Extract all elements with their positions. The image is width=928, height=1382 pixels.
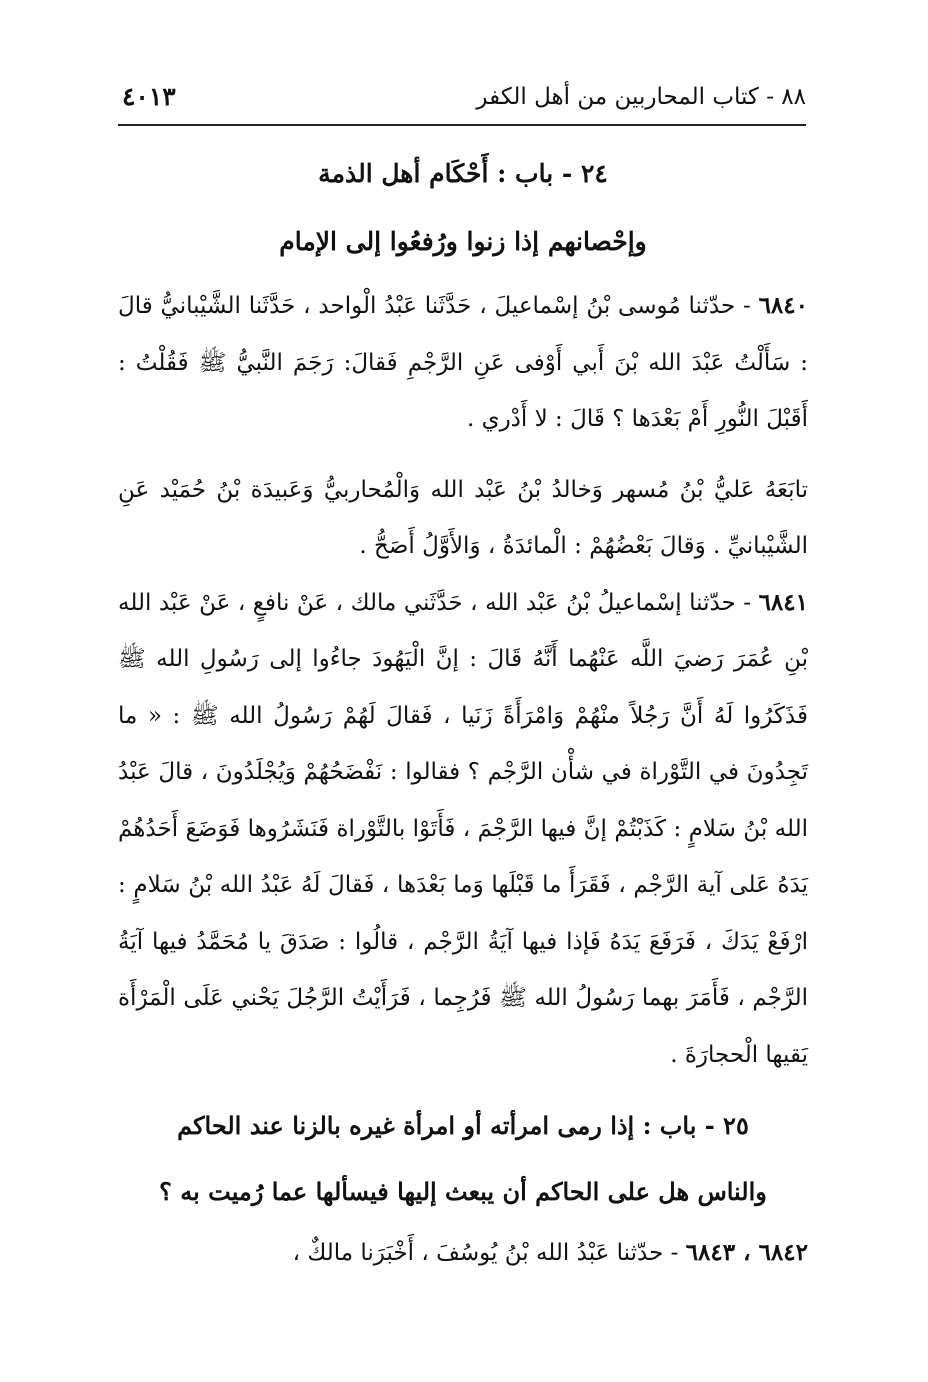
hadith-6842 (118, 1225, 808, 1281)
page-header (118, 80, 806, 126)
chapter-25-title-line-1: ٢٥ - باب : إذا رمى امرأته أو امرأة غيره بالزنا عند الحاكم (177, 1111, 749, 1140)
page-content (118, 140, 808, 1281)
hadith-6841 (118, 575, 808, 1084)
hadith-6841-number: ٦٨٤١ (758, 588, 808, 616)
chapter-25-title-line-2: والناس هل على الحاكم أن يبعث إليها فيسألها عما رُميت به ؟ (159, 1177, 767, 1206)
hadith-6840-text: - حدّثنا مُوسى بْنُ إسْماعيلَ ، حَدَّثَنا عَبْدُ الْواحد ، حَدَّثَنا الشَّيْبانيُّ قالَ : سَأَلْتُ عَبْدَ الله بْنَ أَبي أَوْفى عَنِ الرَّجْمِ فَقالَ: رَجَمَ النَّبيُّ ﷺ فَقُلْتُ : أَقَبْلَ النُّورِ أَمْ بَعْدَها ؟ قَالَ : لا أَدْري . (118, 293, 808, 432)
hadith-6840-number: ٦٨٤٠ (758, 292, 808, 319)
page-number: ٤٠١٣ (122, 82, 176, 111)
note-6840: تابَعَهُ عَليُّ بْنُ مُسهر وَخالدُ بْنُ عَبْد الله وَالْمُحاربيُّ وَعَبيدَة بْنُ حُمَيْد عَنِ الشَّيْبانيِّ . وَقالَ بَعْضُهُمْ : الْمائدَةُ ، وَالأَوَّلُ أَصَحُّ . (118, 476, 808, 559)
chapter-24-title-line-2: وإحْصانهم إذا زنوا ورُفعُوا إلى الإمام (279, 227, 647, 256)
running-head: ٨٨ - كتاب المحاربين من أهل الكفر (476, 84, 806, 110)
hadith-6840 (118, 278, 808, 448)
hadith-6841-text: - حدّثنا إسْماعيلُ بْنُ عَبْد الله ، حَدَّثَني مالك ، عَنْ نافعٍ ، عَنْ عَبْد الله بْنِ عُمَرَ رَضيَ اللَّه عَنْهُما أَنَّهُ قَالَ : إنَّ الْيَهُودَ جاءُوا إلى رَسُولِ الله ﷺ فَذَكَرُوا لَهُ أَنَّ رَجُلاً منْهُمْ وَامْرَأَةً زَنَيا ، فَقالَ لَهُمْ رَسُولُ الله ﷺ : « ما تَجِدُونَ في التَّوْراة في شأْن الرَّجْم ؟ فقالوا : نَفْضَحُهُمْ وَيُجْلَدُونَ ، قالَ عَبْدُ الله بْنُ سَلامٍ : كَذَبْتُمْ إنَّ فيها الرَّجْمَ ، فَأَتَوْا بالتَّوْراة فَنَشَرُوها فَوَضَعَ أَحَدُهُمْ يَدَهُ عَلى آية الرَّجْم ، فَقَرَأَ ما قَبْلَها وَما بَعْدَها ، فَقالَ لَهُ عَبْدُ الله بْنُ سَلامٍ : ارْفَعْ يَدَكَ ، فَرَفَعَ يَدَهُ فَإذا فيها آيَةُ الرَّجْم ، قالُوا : صَدَقَ يا مُحَمَّدُ فيها آيَةُ الرَّجْم ، فَأَمَرَ بهما رَسُولُ الله ﷺ فَرُجِما ، فَرَأَيْتُ الرَّجُلَ يَحْني عَلَى الْمَرْأَة يَقيها الْحجارَةَ . (118, 589, 808, 1068)
hadith-6842-text: - حدّثنا عَبْدُ الله بْنُ يُوسُفَ ، أَخْبَرَنا مالكٌ ، (292, 1240, 686, 1266)
hadith-6842-numbers: ٦٨٤٢ ، ٦٨٤٣ (685, 1239, 808, 1266)
chapter-24-title-line-1: ٢٤ - باب : أَحْكَام أهل الذمة (318, 159, 608, 188)
